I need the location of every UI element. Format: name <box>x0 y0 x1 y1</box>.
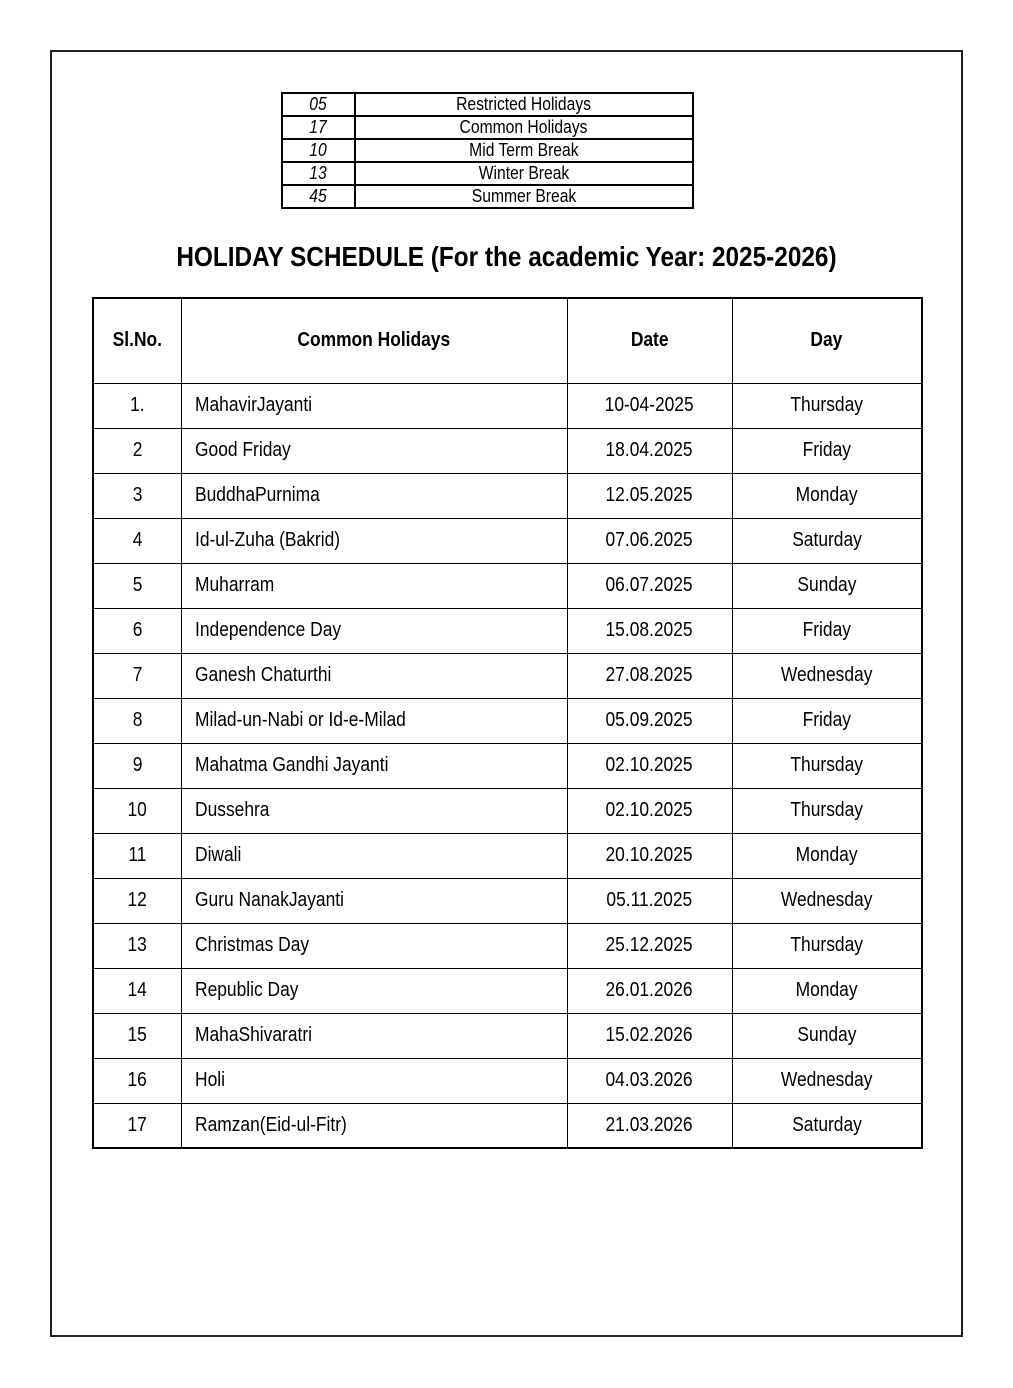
cell-date <box>567 428 732 473</box>
summary-count: 45 <box>309 185 328 206</box>
table-row <box>93 878 922 923</box>
holiday-name: Ganesh Chaturthi <box>194 664 331 686</box>
holiday-day: Sunday <box>797 1024 857 1046</box>
cell-slno <box>93 1058 181 1103</box>
holiday-day: Sunday <box>797 574 857 596</box>
cell-date <box>567 473 732 518</box>
holiday-date: 15.02.2026 <box>605 1024 694 1046</box>
header-row <box>93 298 922 383</box>
cell-date <box>567 698 732 743</box>
cell-date <box>567 743 732 788</box>
cell-holiday <box>181 878 567 923</box>
holiday-name: Holi <box>194 1069 225 1091</box>
cell-day <box>732 383 922 428</box>
table-row <box>93 473 922 518</box>
holiday-name: Milad-un-Nabi or Id-e-Milad <box>194 709 406 731</box>
cell-day <box>732 923 922 968</box>
table-row <box>93 968 922 1013</box>
cell-holiday <box>181 428 567 473</box>
cell-holiday <box>181 653 567 698</box>
column-header-holiday <box>181 298 567 383</box>
cell-slno <box>93 1103 181 1148</box>
holiday-name: BuddhaPurnima <box>194 484 320 506</box>
holiday-name: Christmas Day <box>194 934 309 956</box>
holiday-date: 04.03.2026 <box>605 1069 694 1091</box>
cell-slno <box>93 1013 181 1058</box>
cell-day <box>732 1103 922 1148</box>
table-row <box>93 833 922 878</box>
holiday-name: Ramzan(Eid-ul-Fitr) <box>194 1113 347 1136</box>
column-header-slno-label: Sl.No. <box>112 329 162 352</box>
holiday-day: Monday <box>795 844 858 866</box>
summary-row <box>282 116 693 139</box>
table-row <box>93 563 922 608</box>
holiday-date: 21.03.2026 <box>605 1113 694 1136</box>
holiday-date: 27.08.2025 <box>605 664 694 686</box>
summary-count: 05 <box>309 93 328 114</box>
holiday-name: Independence Day <box>194 619 341 641</box>
slno-value: 9 <box>132 754 143 776</box>
holiday-date: 06.07.2025 <box>605 574 694 596</box>
holiday-name: Mahatma Gandhi Jayanti <box>194 754 388 776</box>
cell-holiday <box>181 1103 567 1148</box>
holiday-day: Saturday <box>791 529 862 551</box>
cell-slno <box>93 698 181 743</box>
cell-holiday <box>181 698 567 743</box>
cell-holiday <box>181 833 567 878</box>
holiday-day: Thursday <box>790 799 864 821</box>
holiday-date: 02.10.2025 <box>605 799 694 821</box>
cell-slno <box>93 653 181 698</box>
summary-label-cell <box>355 116 693 139</box>
holiday-date: 26.01.2026 <box>605 979 694 1001</box>
holiday-day: Thursday <box>790 754 864 776</box>
summary-count: 13 <box>309 162 328 183</box>
summary-count-cell <box>282 185 355 208</box>
cell-date <box>567 833 732 878</box>
column-header-holiday-label: Common Holidays <box>297 329 451 352</box>
summary-row <box>282 139 693 162</box>
holiday-day: Friday <box>802 619 851 641</box>
holiday-day: Saturday <box>791 1113 862 1136</box>
cell-slno <box>93 833 181 878</box>
cell-holiday <box>181 608 567 653</box>
cell-slno <box>93 428 181 473</box>
holiday-name: MahaShivaratri <box>194 1024 312 1046</box>
column-header-day-label: Day <box>810 329 843 352</box>
summary-row <box>282 185 693 208</box>
cell-date <box>567 923 732 968</box>
cell-slno <box>93 563 181 608</box>
cell-holiday <box>181 563 567 608</box>
cell-slno <box>93 968 181 1013</box>
holiday-name: Id-ul-Zuha (Bakrid) <box>194 529 340 551</box>
table-row <box>93 1103 922 1148</box>
summary-label: Mid Term Break <box>469 139 579 160</box>
cell-holiday <box>181 788 567 833</box>
holiday-date: 20.10.2025 <box>605 844 694 866</box>
summary-label: Winter Break <box>478 162 570 183</box>
slno-value: 14 <box>127 979 147 1001</box>
slno-value: 1. <box>129 394 145 416</box>
slno-value: 5 <box>132 574 143 596</box>
summary-count: 17 <box>309 116 328 137</box>
slno-value: 2 <box>132 439 143 461</box>
holiday-day: Wednesday <box>780 664 873 686</box>
cell-day <box>732 968 922 1013</box>
cell-holiday <box>181 1058 567 1103</box>
cell-holiday <box>181 968 567 1013</box>
summary-count: 10 <box>309 139 328 160</box>
slno-value: 8 <box>132 709 143 731</box>
table-row <box>93 1013 922 1058</box>
page-title: HOLIDAY SCHEDULE (For the academic Year: 2025-2026) <box>176 241 837 272</box>
summary-row <box>282 93 693 116</box>
table-row <box>93 383 922 428</box>
summary-count-cell <box>282 162 355 185</box>
holiday-name: Good Friday <box>194 439 291 461</box>
cell-day <box>732 518 922 563</box>
cell-day <box>732 1013 922 1058</box>
table-row <box>93 743 922 788</box>
holiday-schedule-table <box>92 297 923 1149</box>
summary-label-cell <box>355 162 693 185</box>
holiday-date: 18.04.2025 <box>605 439 694 461</box>
slno-value: 10 <box>127 799 147 821</box>
summary-count-cell <box>282 116 355 139</box>
cell-day <box>732 878 922 923</box>
table-row <box>93 698 922 743</box>
cell-day <box>732 473 922 518</box>
summary-row <box>282 162 693 185</box>
cell-date <box>567 1103 732 1148</box>
holiday-name: Dussehra <box>194 799 269 821</box>
slno-value: 12 <box>127 889 147 911</box>
cell-date <box>567 968 732 1013</box>
column-header-day <box>732 298 922 383</box>
cell-day <box>732 563 922 608</box>
cell-date <box>567 788 732 833</box>
holiday-date: 25.12.2025 <box>605 934 694 956</box>
slno-value: 11 <box>128 844 147 866</box>
summary-label-cell <box>355 185 693 208</box>
table-row <box>93 923 922 968</box>
summary-label-cell <box>355 93 693 116</box>
summary-label: Common Holidays <box>460 116 588 137</box>
summary-label: Summer Break <box>471 185 577 206</box>
cell-date <box>567 383 732 428</box>
holiday-date: 15.08.2025 <box>605 619 694 641</box>
holiday-date: 10-04-2025 <box>604 394 695 416</box>
cell-date <box>567 1013 732 1058</box>
cell-day <box>732 653 922 698</box>
holiday-name: MahavirJayanti <box>194 394 312 416</box>
cell-day <box>732 743 922 788</box>
table-row <box>93 608 922 653</box>
holiday-date: 05.11.2025 <box>606 889 693 911</box>
cell-slno <box>93 608 181 653</box>
column-header-slno <box>93 298 181 383</box>
holiday-day: Monday <box>795 979 858 1001</box>
cell-date <box>567 563 732 608</box>
cell-day <box>732 608 922 653</box>
summary-count-cell <box>282 93 355 116</box>
cell-day <box>732 698 922 743</box>
column-header-date-label: Date <box>630 329 669 352</box>
cell-day <box>732 1058 922 1103</box>
cell-date <box>567 518 732 563</box>
page-border <box>50 50 963 1337</box>
slno-value: 16 <box>127 1069 147 1091</box>
cell-holiday <box>181 518 567 563</box>
table-row <box>93 1058 922 1103</box>
holiday-name: Diwali <box>194 844 241 866</box>
table-row <box>93 788 922 833</box>
table-row <box>93 653 922 698</box>
holiday-day: Wednesday <box>780 1069 873 1091</box>
table-row <box>93 428 922 473</box>
cell-date <box>567 608 732 653</box>
slno-value: 7 <box>132 664 143 686</box>
cell-slno <box>93 788 181 833</box>
holiday-date: 02.10.2025 <box>605 754 694 776</box>
slno-value: 6 <box>132 619 143 641</box>
slno-value: 17 <box>127 1113 147 1136</box>
cell-date <box>567 653 732 698</box>
holiday-day: Thursday <box>790 934 864 956</box>
cell-holiday <box>181 383 567 428</box>
holiday-day: Friday <box>802 439 851 461</box>
cell-slno <box>93 743 181 788</box>
summary-label: Restricted Holidays <box>456 93 592 114</box>
summary-count-cell <box>282 139 355 162</box>
cell-holiday <box>181 923 567 968</box>
holiday-date: 07.06.2025 <box>605 529 694 551</box>
cell-slno <box>93 878 181 923</box>
cell-day <box>732 833 922 878</box>
holiday-date: 12.05.2025 <box>605 484 694 506</box>
slno-value: 3 <box>132 484 143 506</box>
column-header-date <box>567 298 732 383</box>
slno-value: 4 <box>132 529 143 551</box>
cell-date <box>567 878 732 923</box>
holiday-summary-table <box>281 92 694 209</box>
slno-value: 15 <box>127 1024 147 1046</box>
holiday-name: Republic Day <box>194 979 298 1001</box>
cell-slno <box>93 518 181 563</box>
cell-slno <box>93 923 181 968</box>
cell-day <box>732 428 922 473</box>
cell-holiday <box>181 1013 567 1058</box>
cell-holiday <box>181 473 567 518</box>
holiday-name: Muharram <box>194 574 274 596</box>
holiday-date: 05.09.2025 <box>605 709 694 731</box>
page-title-wrap <box>52 241 961 273</box>
holiday-name: Guru NanakJayanti <box>194 889 344 911</box>
holiday-day: Friday <box>802 709 851 731</box>
holiday-day: Monday <box>795 484 858 506</box>
cell-date <box>567 1058 732 1103</box>
table-row <box>93 518 922 563</box>
holiday-day: Thursday <box>790 394 864 416</box>
cell-slno <box>93 383 181 428</box>
slno-value: 13 <box>127 934 147 956</box>
summary-label-cell <box>355 139 693 162</box>
cell-holiday <box>181 743 567 788</box>
cell-slno <box>93 473 181 518</box>
holiday-day: Wednesday <box>780 889 873 911</box>
cell-day <box>732 788 922 833</box>
